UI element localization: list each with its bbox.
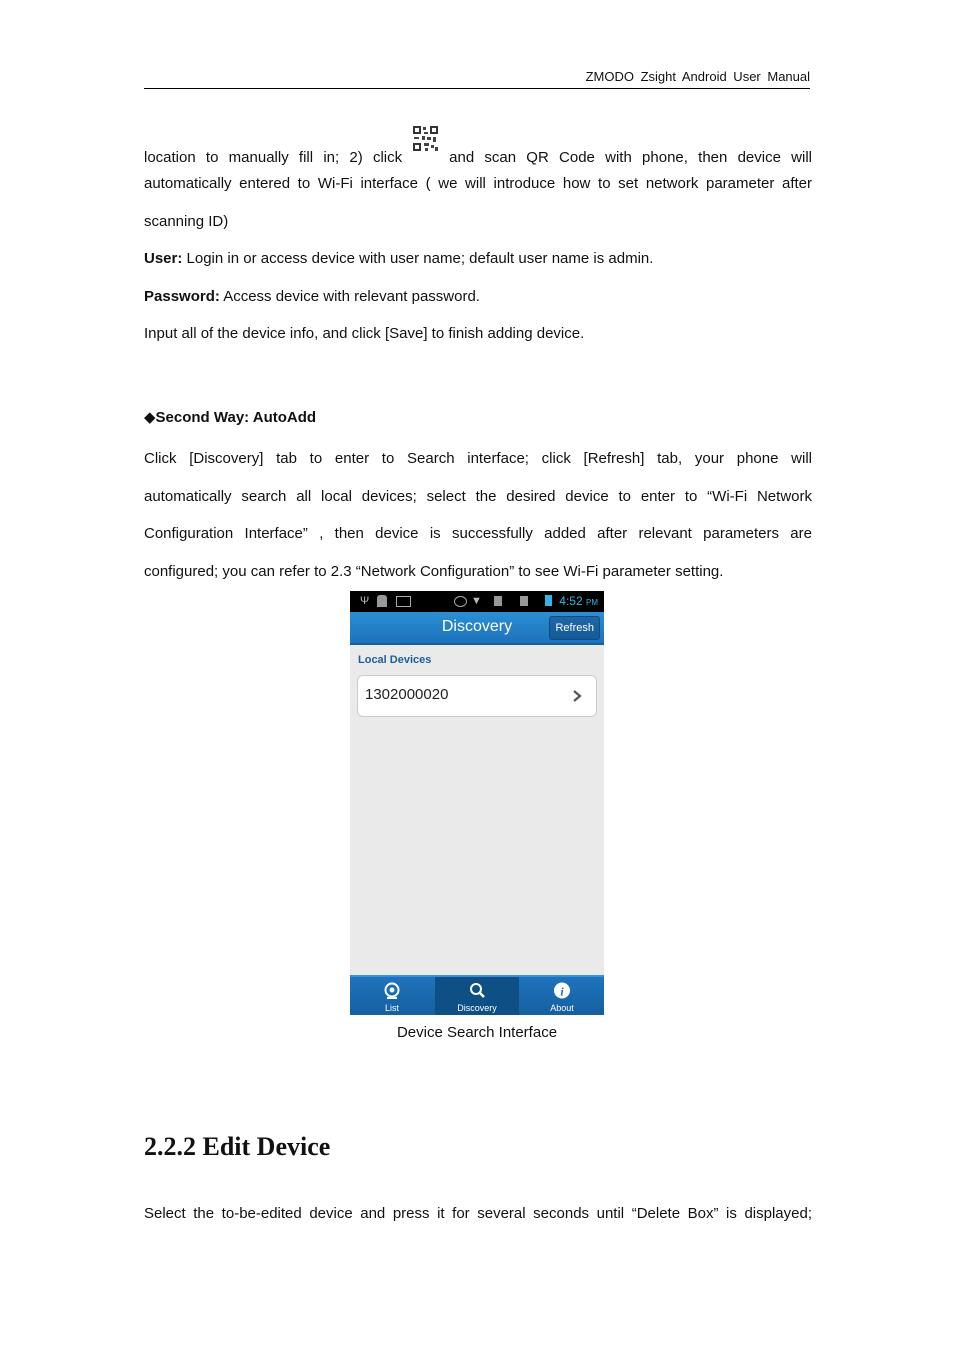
signal-icon (520, 596, 528, 606)
figure-caption: Device Search Interface (396, 1024, 558, 1041)
edit-device-line: Select the to-be-edited device and press it for several seconds until “Delete Box” is displayed; (144, 1205, 812, 1222)
qr-code-icon (412, 125, 439, 152)
intro-line-3: scanning ID) (144, 213, 229, 230)
autoadd-line-4: configured; you can refer to 2.3 “Network Configuration” to see Wi-Fi parameter setting. (144, 563, 724, 580)
intro-line-1: location to manually fill in; 2) click and scan QR Code with phone, then device will (144, 137, 812, 166)
section-heading: 2.2.2 Edit Device (144, 1132, 331, 1161)
intro-line-2: automatically entered to Wi-Fi interface ( we will introduce how to set network parameter after (144, 175, 812, 192)
bottom-tab-bar (350, 975, 604, 1015)
status-bar (350, 591, 604, 612)
tab-about[interactable]: i About (520, 977, 604, 1015)
page-header: ZMODO Zsight Android User Manual (144, 69, 810, 89)
device-list-item[interactable] (357, 675, 597, 717)
local-devices-label: Local Devices (358, 654, 432, 666)
device-id: 1302000020 (365, 686, 449, 703)
battery-icon (545, 595, 552, 606)
sync-icon (454, 596, 467, 607)
search-icon (468, 982, 486, 1000)
chevron-right-icon (570, 687, 584, 705)
sim-icon (494, 596, 502, 606)
wifi-icon: ▼ (471, 595, 482, 607)
screen-title: Discovery (441, 618, 513, 635)
refresh-button[interactable]: Refresh (549, 616, 600, 640)
info-icon (553, 982, 571, 1000)
android-icon (377, 595, 387, 607)
phone-screenshot (350, 591, 604, 1015)
camera-icon (383, 982, 401, 1000)
autoadd-line-1: Click [Discovery] tab to enter to Search interface; click [Refresh] tab, your phone will (144, 450, 812, 467)
title-bar (350, 612, 604, 645)
status-time: 4:52 PM (559, 594, 598, 608)
tab-list[interactable]: List (350, 977, 434, 1015)
gallery-icon (396, 596, 411, 607)
second-way-heading: ◆Second Way: AutoAdd (144, 409, 317, 426)
autoadd-line-2: automatically search all local devices; select the desired device to enter to “Wi-Fi Network (144, 488, 812, 505)
usb-icon: Ψ (360, 595, 370, 607)
tab-discovery[interactable]: Discovery (435, 977, 519, 1015)
autoadd-line-3: Configuration Interface” , then device is successfully added after relevant parameters are (144, 525, 812, 542)
password-description: Password: Access device with relevant password. (144, 288, 480, 305)
save-instruction: Input all of the device info, and click [Save] to finish adding device. (144, 325, 585, 342)
user-description: User: Login in or access device with user name; default user name is admin. (144, 250, 654, 267)
svg-text:i: i (560, 984, 564, 999)
